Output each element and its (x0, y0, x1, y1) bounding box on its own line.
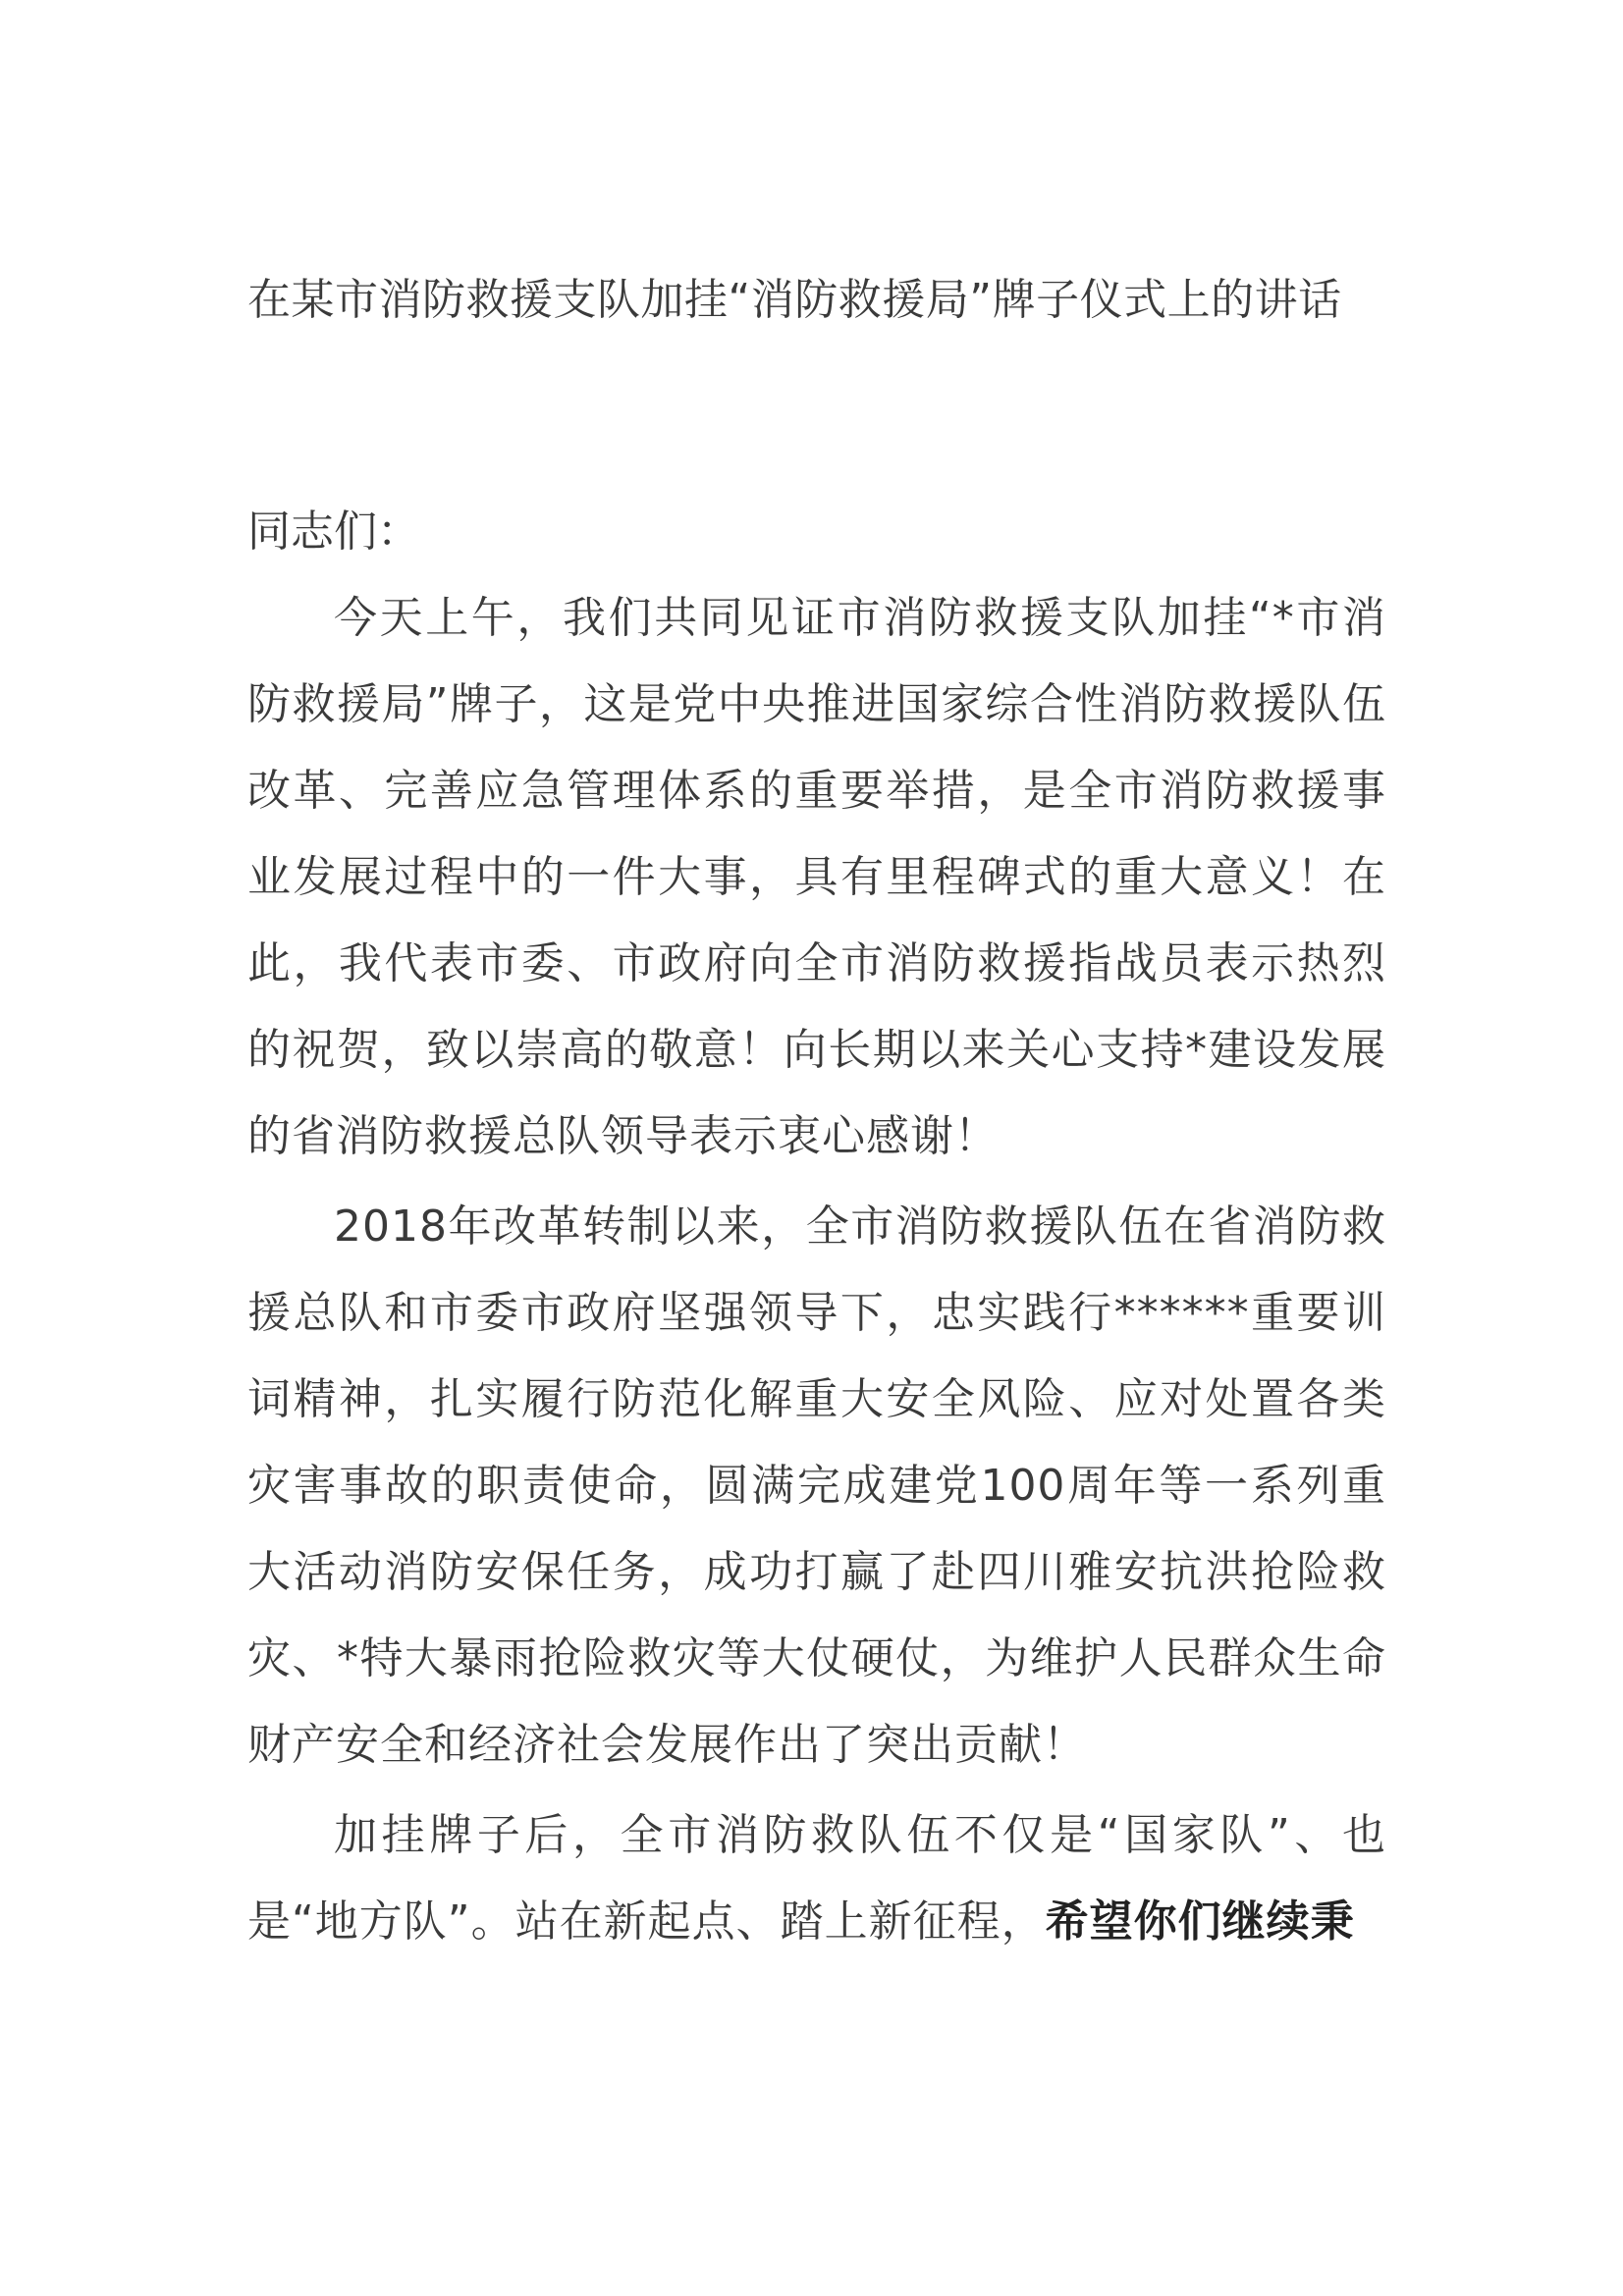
salutation: 同志们： (247, 507, 420, 557)
paragraph-3 (247, 1792, 1386, 1965)
paragraph-1: 今天上午，我们共同见证市消防救援支队加挂“*市消防救援局”牌子，这是党中央推进国家综合性消防救援队伍改革、完善应急管理体系的重要举措，是全市消防救援事业发展过程中的一件大事，具有里程碑式的重大意义！在此，我代表市委、市政府向全市消防救援指战员表示热烈的祝贺，致以崇高的敬意！向长期以来关心支持*建设发展的省消防救援总队领导表示衷心感谢！ (247, 593, 1386, 1161)
paragraph-3-bold-text: 希望你们继续秉 (1045, 1896, 1355, 1947)
paragraph-3-text: 加挂牌子后，全市消防救队伍不仅是“国家队”、也是“地方队”。站在新起点、踏上新征程， (247, 1810, 1386, 1947)
paragraph-2: 2018年改革转制以来，全市消防救援队伍在省消防救援总队和市委市政府坚强领导下，忠实践行******重要训词精神，扎实履行防范化解重大安全风险、应对处置各类灾害事故的职责使命，圆满完成建党100周年等一系列重大活动消防安保任务，成功打赢了赴四川雅安抗洪抢险救灾、*特大暴雨抢险救灾等大仗硬仗，为维护人民群众生命财产安全和经济社会发展作出了突出贡献！ (247, 1201, 1386, 1770)
document-title: 在某市消防救援支队加挂“消防救援局”牌子仪式上的讲话 (247, 275, 1342, 325)
document-page (247, 257, 1386, 1965)
